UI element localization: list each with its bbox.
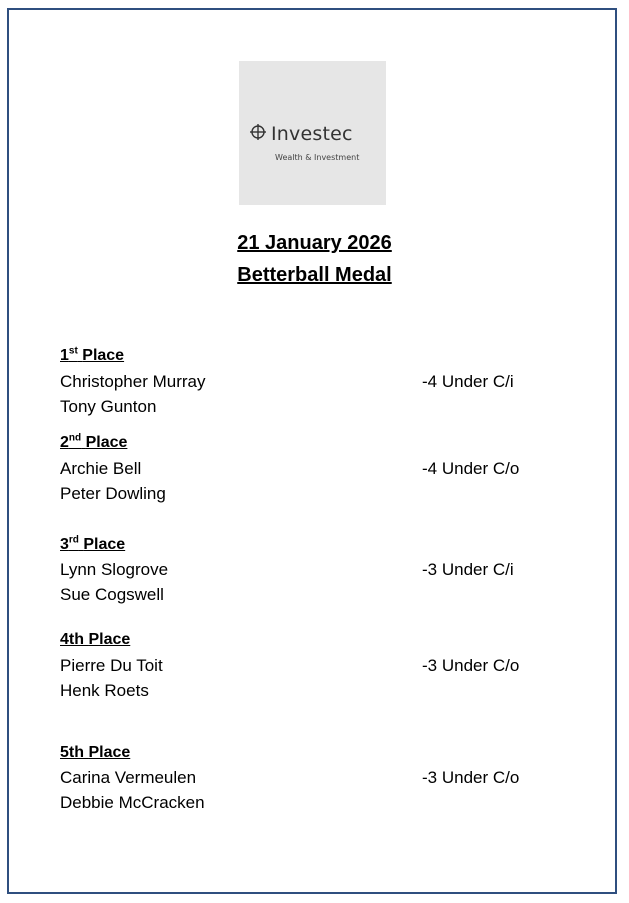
score: -3 Under C/o	[422, 656, 520, 675]
score: -4 Under C/o	[422, 459, 520, 478]
place-title-1	[60, 345, 125, 364]
player-name: Christopher Murray	[60, 372, 206, 391]
player-name: Sue Cogswell	[60, 585, 164, 604]
logo-tagline: Wealth & Investment	[275, 153, 360, 162]
place-label: Place	[82, 347, 125, 364]
place-label: Place	[88, 744, 131, 761]
player-name: Lynn Slogrove	[60, 560, 169, 579]
crosshair-icon	[250, 124, 266, 140]
score: -3 Under C/o	[422, 768, 520, 787]
place-title-5	[60, 745, 130, 761]
event-date: 21 January 2026	[237, 232, 392, 254]
place-suffix: nd	[68, 432, 82, 444]
score: -4 Under C/i	[422, 372, 514, 391]
investec-logo	[239, 61, 386, 205]
place-title-2	[60, 432, 128, 451]
player-name: Henk Roets	[60, 681, 149, 700]
place-suffix: st	[68, 345, 78, 357]
player-name: Debbie McCracken	[60, 793, 205, 812]
place-number: 1	[60, 347, 69, 364]
logo-name: Investec	[271, 123, 353, 145]
place-suffix: rd	[68, 534, 79, 546]
score: -3 Under C/i	[422, 560, 514, 579]
place-title-3	[60, 534, 126, 553]
place-number: 3	[60, 536, 69, 553]
player-name: Tony Gunton	[60, 397, 157, 416]
place-title-4	[60, 632, 130, 648]
place-number: 5th	[60, 744, 84, 761]
place-label: Place	[85, 434, 128, 451]
event-name: Betterball Medal	[237, 264, 392, 286]
player-name: Pierre Du Toit	[60, 656, 163, 675]
place-label: Place	[88, 631, 131, 648]
player-name: Peter Dowling	[60, 484, 166, 503]
place-label: Place	[83, 536, 126, 553]
place-number: 2	[60, 434, 69, 451]
place-number: 4th	[60, 631, 84, 648]
player-name: Archie Bell	[60, 459, 142, 478]
player-name: Carina Vermeulen	[60, 768, 197, 787]
